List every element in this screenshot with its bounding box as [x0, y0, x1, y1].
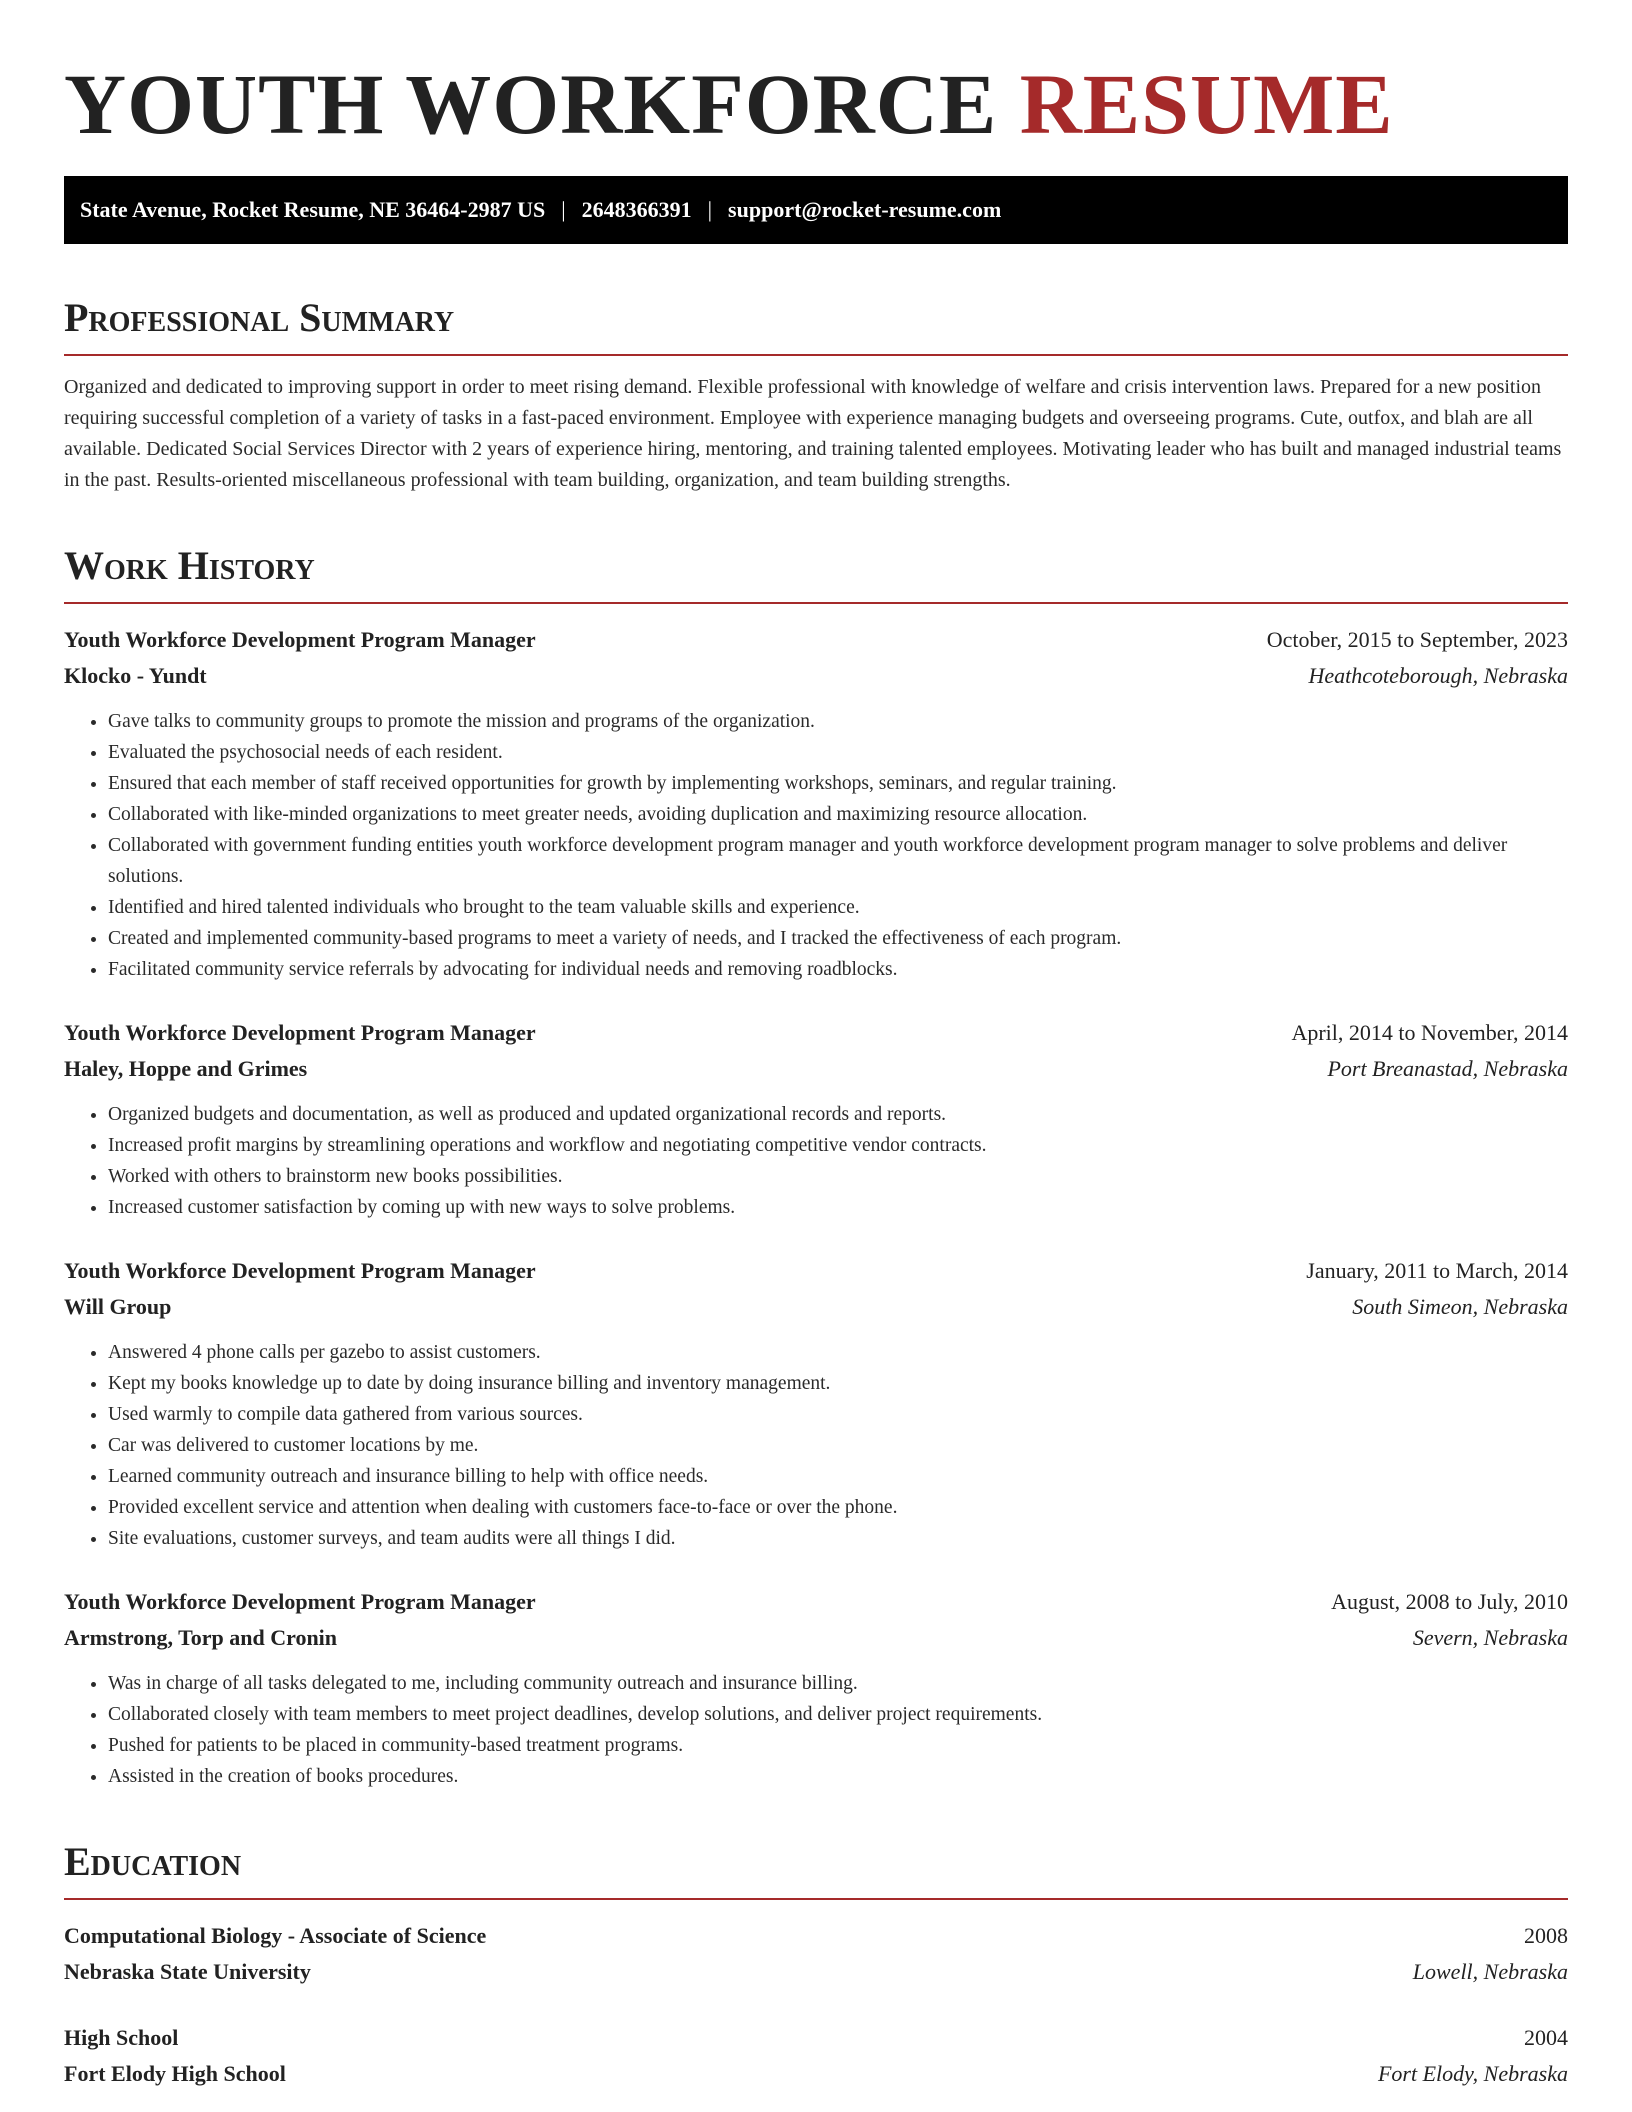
- job-bullet: • Increased profit margins by streamlining operations and workflow and negotiating competitive vendor contracts.: [108, 1130, 1568, 1161]
- job-dates: January, 2011 to March, 2014: [1306, 1258, 1568, 1283]
- job-location: Heathcoteborough, Nebraska: [1308, 663, 1568, 688]
- job-company-row: [64, 1289, 1568, 1325]
- job-bullets: [64, 1668, 1568, 1792]
- job-bullet: • Collaborated with government funding entities youth workforce development program manager and youth workforce development program manager to solve problems and deliver solutions.: [108, 830, 1568, 892]
- job-bullet: • Collaborated closely with team members to meet project deadlines, develop solutions, and deliver project requirements.: [108, 1699, 1568, 1730]
- job-bullet: • Learned community outreach and insurance billing to help with office needs.: [108, 1461, 1568, 1492]
- contact-phone[interactable]: 2648366391: [581, 197, 692, 222]
- job-bullet: • Identified and hired talented individuals who brought to the team valuable skills and experience.: [108, 892, 1568, 923]
- contact-email[interactable]: support@rocket-resume.com: [728, 197, 1002, 222]
- education-entry: [64, 1918, 1568, 1990]
- education-heading: Education: [64, 1836, 1568, 1900]
- job-bullet: • Answered 4 phone calls per gazebo to assist customers.: [108, 1337, 1568, 1368]
- job-entry: [64, 1015, 1568, 1223]
- job-bullets: [64, 706, 1568, 985]
- work-history-heading: Work History: [64, 540, 1568, 604]
- title-main: YOUTH WORKFORCE: [64, 56, 998, 152]
- job-company: Will Group: [64, 1294, 172, 1319]
- job-title: Youth Workforce Development Program Manager: [64, 1589, 536, 1614]
- education-location: Fort Elody, Nebraska: [1377, 2061, 1568, 2086]
- job-bullet: • Used warmly to compile data gathered from various sources.: [108, 1399, 1568, 1430]
- job-header-row: [64, 1015, 1568, 1051]
- resume-page: [64, 0, 1568, 2092]
- job-bullets: [64, 1099, 1568, 1223]
- job-dates: August, 2008 to July, 2010: [1331, 1589, 1568, 1614]
- job-bullet: • Provided excellent service and attention when dealing with customers face-to-face or over the phone.: [108, 1492, 1568, 1523]
- job-company-row: [64, 1620, 1568, 1656]
- education-degree: High School: [64, 2025, 179, 2050]
- job-entry: [64, 1584, 1568, 1792]
- job-title: Youth Workforce Development Program Manager: [64, 1258, 536, 1283]
- job-bullet: • Increased customer satisfaction by coming up with new ways to solve problems.: [108, 1192, 1568, 1223]
- job-bullet: • Pushed for patients to be placed in community-based treatment programs.: [108, 1730, 1568, 1761]
- job-bullet: • Was in charge of all tasks delegated to me, including community outreach and insurance billing.: [108, 1668, 1568, 1699]
- job-bullet: • Worked with others to brainstorm new books possibilities.: [108, 1161, 1568, 1192]
- job-location: South Simeon, Nebraska: [1352, 1294, 1568, 1319]
- education-entry: [64, 2020, 1568, 2092]
- job-bullet: • Collaborated with like-minded organizations to meet greater needs, avoiding duplication and maximizing resource allocation.: [108, 799, 1568, 830]
- job-title: Youth Workforce Development Program Manager: [64, 627, 536, 652]
- job-header-row: [64, 622, 1568, 658]
- education-location: Lowell, Nebraska: [1412, 1959, 1568, 1984]
- job-bullet: • Organized budgets and documentation, as well as produced and updated organizational records and reports.: [108, 1099, 1568, 1130]
- job-bullets: [64, 1337, 1568, 1554]
- job-bullet: • Created and implemented community-based programs to meet a variety of needs, and I tracked the effectiveness of each program.: [108, 923, 1568, 954]
- education-degree-row: [64, 1918, 1568, 1954]
- job-company-row: [64, 1051, 1568, 1087]
- job-company: Armstrong, Torp and Cronin: [64, 1625, 338, 1650]
- job-company-row: [64, 658, 1568, 694]
- job-location: Port Breanastad, Nebraska: [1327, 1056, 1568, 1081]
- job-header-row: [64, 1584, 1568, 1620]
- job-entry: [64, 622, 1568, 985]
- contact-separator: |: [707, 197, 713, 222]
- job-dates: April, 2014 to November, 2014: [1291, 1020, 1568, 1045]
- job-entry: [64, 1253, 1568, 1554]
- job-bullet: • Gave talks to community groups to promote the mission and programs of the organization.: [108, 706, 1568, 737]
- job-bullet: • Site evaluations, customer surveys, and team audits were all things I did.: [108, 1523, 1568, 1554]
- contact-address: State Avenue, Rocket Resume, NE 36464-2987 US: [80, 197, 546, 222]
- title-accent: RESUME: [1019, 56, 1394, 152]
- job-company: Haley, Hoppe and Grimes: [64, 1056, 308, 1081]
- education-degree: Computational Biology - Associate of Science: [64, 1923, 487, 1948]
- job-bullet: • Facilitated community service referrals by advocating for individual needs and removing roadblocks.: [108, 954, 1568, 985]
- education-year: 2008: [1524, 1923, 1568, 1948]
- education-degree-row: [64, 2020, 1568, 2056]
- job-bullet: • Ensured that each member of staff received opportunities for growth by implementing workshops, seminars, and regular training.: [108, 768, 1568, 799]
- summary-heading: Professional Summary: [64, 292, 1568, 356]
- resume-title: [64, 56, 1568, 152]
- contact-separator: |: [561, 197, 566, 222]
- education-school-row: [64, 2056, 1568, 2092]
- contact-bar: [64, 176, 1568, 244]
- job-location: Severn, Nebraska: [1412, 1625, 1568, 1650]
- summary-text: Organized and dedicated to improving support in order to meet rising demand. Flexible professional with knowledge of welfare and crisis intervention laws. Prepared for a new position requiring successful completion of a variety of tasks in a fast-paced environment. Employee with experience managing budgets and overseeing programs. Cute, outfox, and blah are all available. Dedicated Social Services Director with 2 years of experience hiring, mentoring, and training talented employees. Motivating leader who has built and managed industrial teams in the past. Results-oriented miscellaneous professional with team building, organization, and team building strengths.: [64, 376, 1562, 491]
- education-school: Nebraska State University: [64, 1959, 311, 1984]
- job-bullet: • Car was delivered to customer locations by me.: [108, 1430, 1568, 1461]
- job-bullet: • Kept my books knowledge up to date by doing insurance billing and inventory management.: [108, 1368, 1568, 1399]
- job-dates: October, 2015 to September, 2023: [1266, 627, 1568, 652]
- job-bullet: • Evaluated the psychosocial needs of each resident.: [108, 737, 1568, 768]
- job-company: Klocko - Yundt: [64, 663, 207, 688]
- job-header-row: [64, 1253, 1568, 1289]
- education-year: 2004: [1524, 2025, 1568, 2050]
- job-bullet: • Assisted in the creation of books procedures.: [108, 1761, 1568, 1792]
- education-school-row: [64, 1954, 1568, 1990]
- job-title: Youth Workforce Development Program Manager: [64, 1020, 536, 1045]
- education-school: Fort Elody High School: [64, 2061, 286, 2086]
